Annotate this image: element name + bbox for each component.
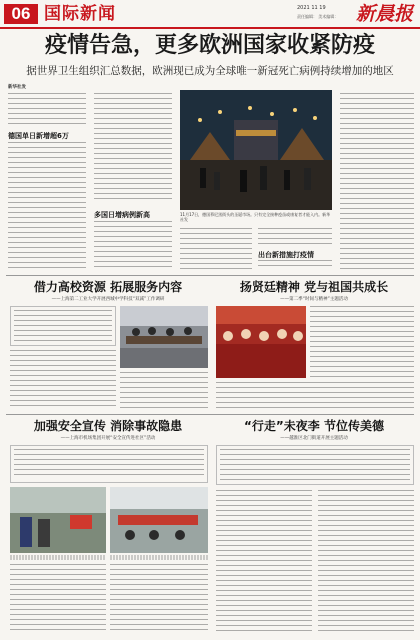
lead-photo (180, 90, 332, 210)
masthead-rule (0, 27, 420, 29)
story2-subtitle: ——上海第二工业大学开展西城中学科技“双减”工作调研 (51, 297, 165, 302)
story5-intro-box (216, 445, 414, 485)
story2-photo (120, 306, 208, 368)
lead-column-2-body (94, 221, 172, 270)
lead-box-title: 德国单日新增超6万 (8, 132, 69, 140)
story3-col-1 (310, 306, 414, 378)
story2-title: 借力高校资源 拓展服务内容 (33, 280, 183, 294)
story4-photo-caption-1 (10, 555, 106, 560)
red-uniform-group-photo (216, 306, 306, 378)
editor-line: 责任编辑： 美术编辑： (297, 14, 339, 19)
story4-intro-box (10, 445, 208, 483)
story3-photo (216, 306, 306, 378)
story2-col-2 (120, 372, 208, 410)
lead-right-title: 出台新措施打疫情 (258, 251, 314, 259)
lead-byline: 新华社发 (8, 85, 26, 90)
lead-column-5 (340, 93, 414, 270)
lead-column-4-body (258, 260, 332, 270)
story4-col-1 (10, 564, 106, 634)
page-number-badge: 06 (4, 4, 38, 24)
meeting-photo (120, 306, 208, 368)
community-event-photo (110, 487, 208, 553)
lead-column-3-body (180, 228, 252, 270)
section-divider (6, 275, 414, 276)
date-line: 2021 11 19 (297, 5, 326, 11)
lead-column-1-intro (8, 93, 86, 125)
story5-subtitle: ——越淮区北门街道开展主题活动 (280, 436, 348, 441)
lead-mid-title: 多国日增病例新高 (94, 211, 150, 219)
lead-column-1-body (8, 142, 86, 270)
story3-title: 扬贤廷精神 党与祖国共成长 (239, 280, 389, 294)
lead-headline: 疫情告急，更多欧洲国家收紧防疫 (44, 33, 375, 58)
section-title: 国际新闻 (44, 4, 116, 24)
story4-col-2 (110, 564, 208, 634)
story2-col-1 (10, 350, 116, 410)
story4-subtitle: ——上海市机场集团开展“安全宣传进社区”活动 (60, 436, 156, 441)
lead-column-2-top (94, 93, 172, 203)
story4-photo-2 (110, 487, 208, 553)
story2-intro-box (10, 306, 116, 346)
story3-col-2 (216, 382, 414, 410)
story4-title: 加强安全宣传 消除事故隐患 (33, 419, 183, 433)
lead-column-4-top (258, 228, 332, 248)
story3-subtitle: ——第二季“时间与精神”主题活动 (280, 297, 348, 302)
section-divider-2 (6, 414, 414, 415)
street-outreach-photo (10, 487, 106, 553)
lead-photo-caption: 11月17日，德国慕尼黑街头的圣诞市场。只有完全接种疫苗或康复者才能入内。新华社发 (180, 212, 331, 222)
story4-photo-1 (10, 487, 106, 553)
story5-col-1 (216, 490, 312, 634)
story5-title: “行走”未夜李 节位传美德 (244, 419, 384, 433)
story5-col-2 (318, 490, 414, 634)
masthead (0, 0, 420, 28)
christmas-market-photo (180, 90, 332, 210)
lead-subhead: 据世界卫生组织汇总数据，欧洲现已成为全球唯一新冠死亡病例持续增加的地区 (26, 65, 394, 77)
paper-logo: 新晨报 (356, 3, 414, 25)
story4-photo-caption-2 (110, 555, 208, 560)
